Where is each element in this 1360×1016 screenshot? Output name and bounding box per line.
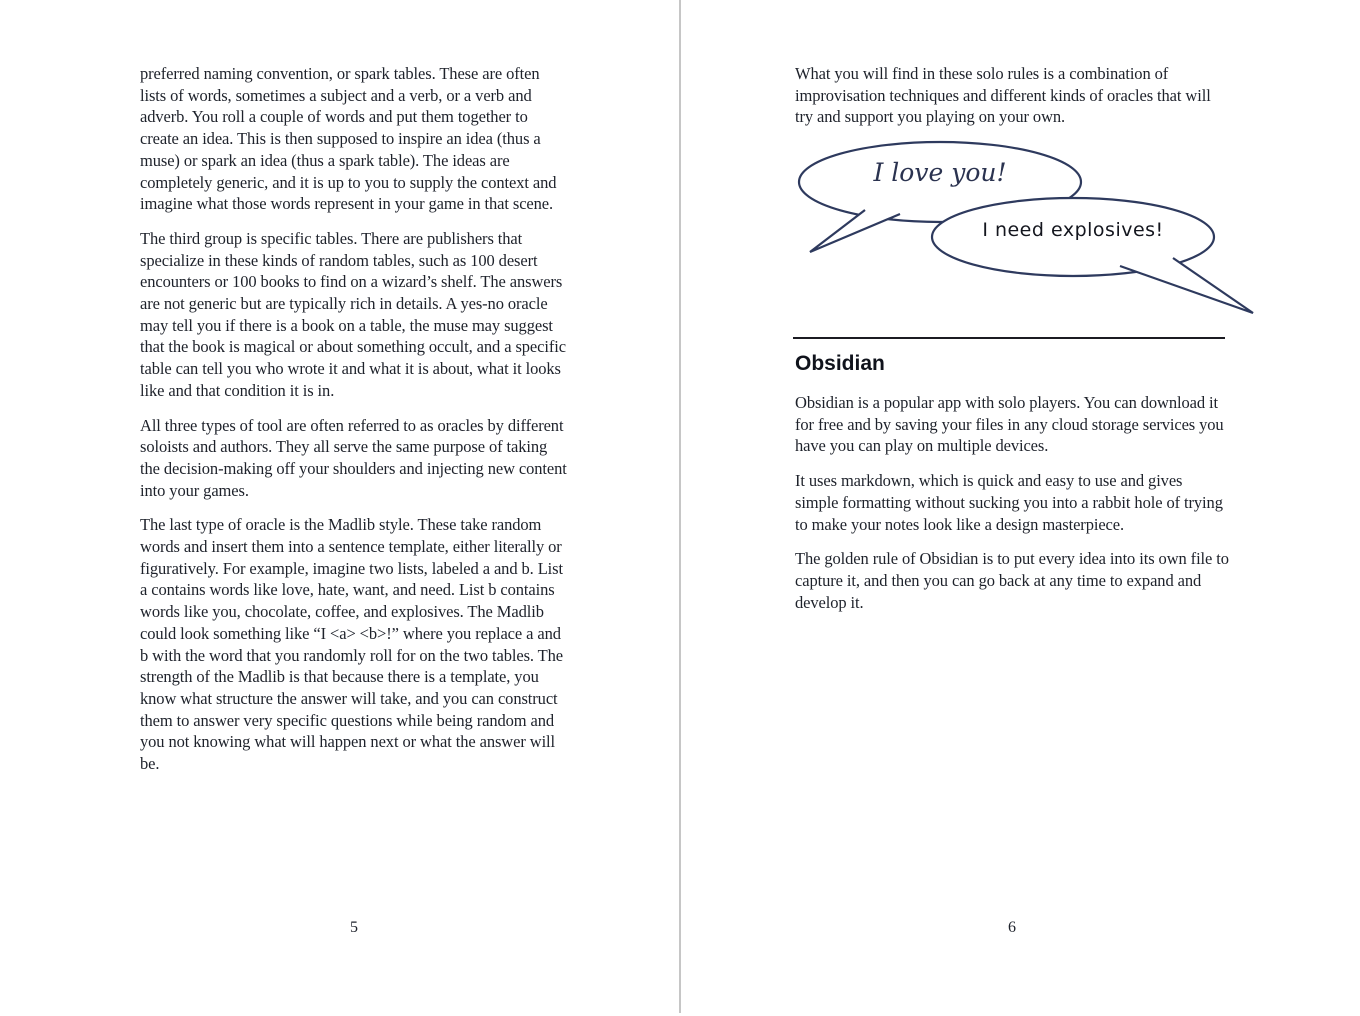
- page-left-text-block: [140, 63, 568, 788]
- page-number-right: 6: [1008, 919, 1016, 936]
- paragraph: The golden rule of Obsidian is to put every idea into its own file to capture it, and then you can go back at any time to expand and develop it.: [795, 549, 1229, 612]
- paragraph: What you will find in these solo rules is a combination of improvisation techniques and different kinds of oracles that will try and support you playing on your own.: [795, 64, 1211, 127]
- paragraph: It uses markdown, which is quick and easy to use and gives simple formatting without sucking you into a rabbit hole of trying to make your notes look like a design masterpiece.: [795, 471, 1223, 534]
- page-divider: [679, 0, 681, 1013]
- speech-bubble-1-text: I love you!: [873, 158, 1007, 187]
- page-right-intro: [795, 63, 1229, 141]
- paragraph: preferred naming convention, or spark tables. These are often lists of words, sometimes a subject and a verb, or a verb and adverb. You roll a couple of words and put them together to create an idea. This is then supposed to inspire an idea (thus a muse) or spark an idea (thus a spark table). The ideas are completely generic, and it is up to you to supply the context and imagine what those words represent in your game in that scene.: [140, 64, 557, 214]
- paragraph: The third group is specific tables. There are publishers that specialize in these kinds of random tables, such as 100 desert encounters or 100 books to find on a wizard’s shelf. The answers are not generic but are typically rich in details. A yes-no oracle may tell you if there is a book on a table, the muse may suggest that the book is magical or about something occult, and a specific table can tell you who wrote it and what it is about, what it looks like and that condition it is in.: [140, 228, 566, 400]
- paragraph: All three types of tool are often referred to as oracles by different soloists and authors. They all serve the same purpose of taking the decision-making off your shoulders and injecting new content into your games.: [140, 415, 567, 500]
- paragraph: The last type of oracle is the Madlib style. These take random words and insert them into a sentence template, either literally or figuratively. For example, imagine two lists, labeled a and b. List a contains words like love, hate, want, and need. List b contains words like you, chocolate, coffee, and explosives. The Madlib could look something like “I <a> <b>!” where you replace a and b with the word that you randomly roll for on the two tables. The strength of the Madlib is that because there is a template, you know what structure the answer will take, and you can construct them to answer very specific questions while being random and you not knowing what will happen next or what the answer will be.: [140, 515, 564, 774]
- page-right-section-text-block: [795, 392, 1229, 626]
- speech-bubble-2: [932, 198, 1253, 313]
- paragraph: Obsidian is a popular app with solo players. You can download it for free and by saving your files in any cloud storage services you have you can play on multiple devices.: [795, 393, 1224, 456]
- page-number-left: 5: [350, 919, 358, 936]
- section-divider-rule: [793, 337, 1225, 339]
- section-heading: Obsidian: [795, 352, 885, 375]
- speech-bubble-2-text: I need explosives!: [982, 219, 1164, 241]
